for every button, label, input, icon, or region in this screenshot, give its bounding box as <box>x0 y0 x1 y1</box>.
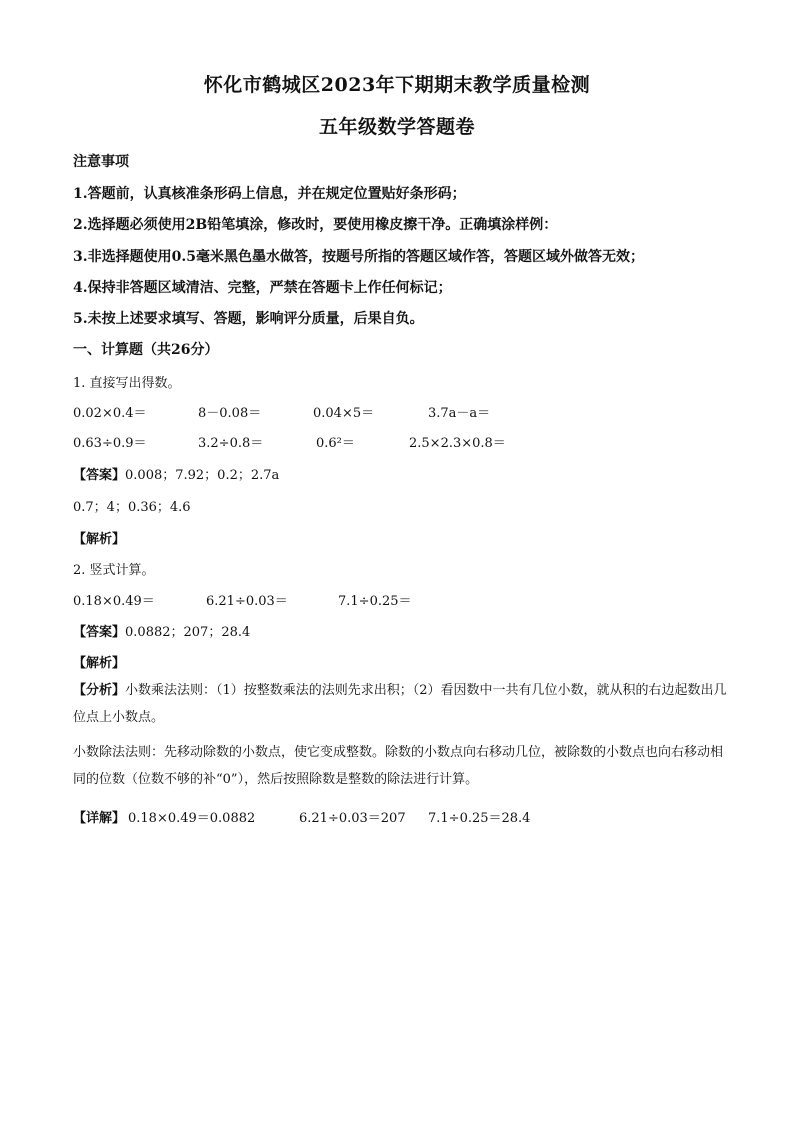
question-1-analysis-tag: 【解析】 <box>73 532 126 547</box>
page-subtitle: 五年级数学答题卷 <box>318 116 475 138</box>
notice-heading: 注意事项 <box>73 154 129 170</box>
q1-item: 3.7a－a＝ <box>428 406 491 421</box>
q2-item: 7.1÷0.25＝ <box>338 594 412 609</box>
analysis-paragraph <box>73 677 733 731</box>
answer-text: 0.0882；207；28.4 <box>125 625 251 640</box>
question-1-answer <box>73 464 279 483</box>
xiangjie-tag: 【详解】 <box>73 811 126 826</box>
notice-item-1: 1.答题前，认真核准条形码上信息，并在规定位置贴好条形码； <box>73 186 466 202</box>
solution-item: 0.18×0.49＝0.0882 <box>128 811 256 826</box>
fenxi-text: 小数乘法法则：（1）按整数乘法的法则先求出积；（2）看因数中一共有几位小数，就从积的右边起数出几位点上小数点。 <box>73 683 727 725</box>
solution-item: 6.21÷0.03＝207 <box>299 811 406 826</box>
q1-item: 2.5×2.3×0.8＝ <box>409 436 506 451</box>
q1-item: 0.02×0.4＝ <box>73 406 147 421</box>
question-1-answer-line-2: 0.7；4；0.36；4.6 <box>73 500 191 515</box>
q1-item: 3.2÷0.8＝ <box>198 436 264 451</box>
q2-item: 6.21÷0.03＝ <box>206 594 288 609</box>
section-heading: 一、计算题（共26分） <box>73 342 219 358</box>
solution-item: 7.1÷0.25＝28.4 <box>428 811 531 826</box>
question-2-prompt: 2. 竖式计算。 <box>73 563 155 578</box>
answer-tag: 【答案】 <box>73 468 126 483</box>
fenxi-tag: 【分析】 <box>73 683 126 698</box>
notice-item-5: 5.未按上述要求填写、答题，影响评分质量，后果自负。 <box>73 311 424 327</box>
notice-item-3: 3.非选择题使用0.5毫米黑色墨水做答，按题号所指的答题区域作答，答题区域外做答无效； <box>73 249 644 265</box>
page-title: 怀化市鹤城区2023年下期期末教学质量检测 <box>203 74 591 96</box>
q1-item: 0.6²＝ <box>316 436 355 451</box>
answer-text: 0.008；7.92；0.2；2.7a <box>125 468 280 483</box>
answer-tag: 【答案】 <box>73 625 126 640</box>
q1-item: 0.63÷0.9＝ <box>73 436 147 451</box>
question-2-analysis-tag: 【解析】 <box>73 656 126 671</box>
division-rule-paragraph: 小数除法法则：先移动除数的小数点，使它变成整数。除数的小数点向右移动几位，被除数的小数点也向右移动相同的位数（位数不够的补“0”），然后按照除数是整数的除法进行计算。 <box>73 745 724 787</box>
notice-item-2: 2.选择题必须使用2B铅笔填涂，修改时，要使用橡皮擦干净。正确填涂样例： <box>73 217 558 233</box>
q2-item: 0.18×0.49＝ <box>73 594 155 609</box>
question-1-prompt: 1. 直接写出得数。 <box>73 376 181 391</box>
q1-item: 0.04×5＝ <box>313 406 375 421</box>
question-2-answer <box>73 621 250 640</box>
q1-item: 8－0.08＝ <box>198 406 262 421</box>
notice-item-4: 4.保持非答题区域清洁、完整，严禁在答题卡上作任何标记； <box>73 280 452 296</box>
